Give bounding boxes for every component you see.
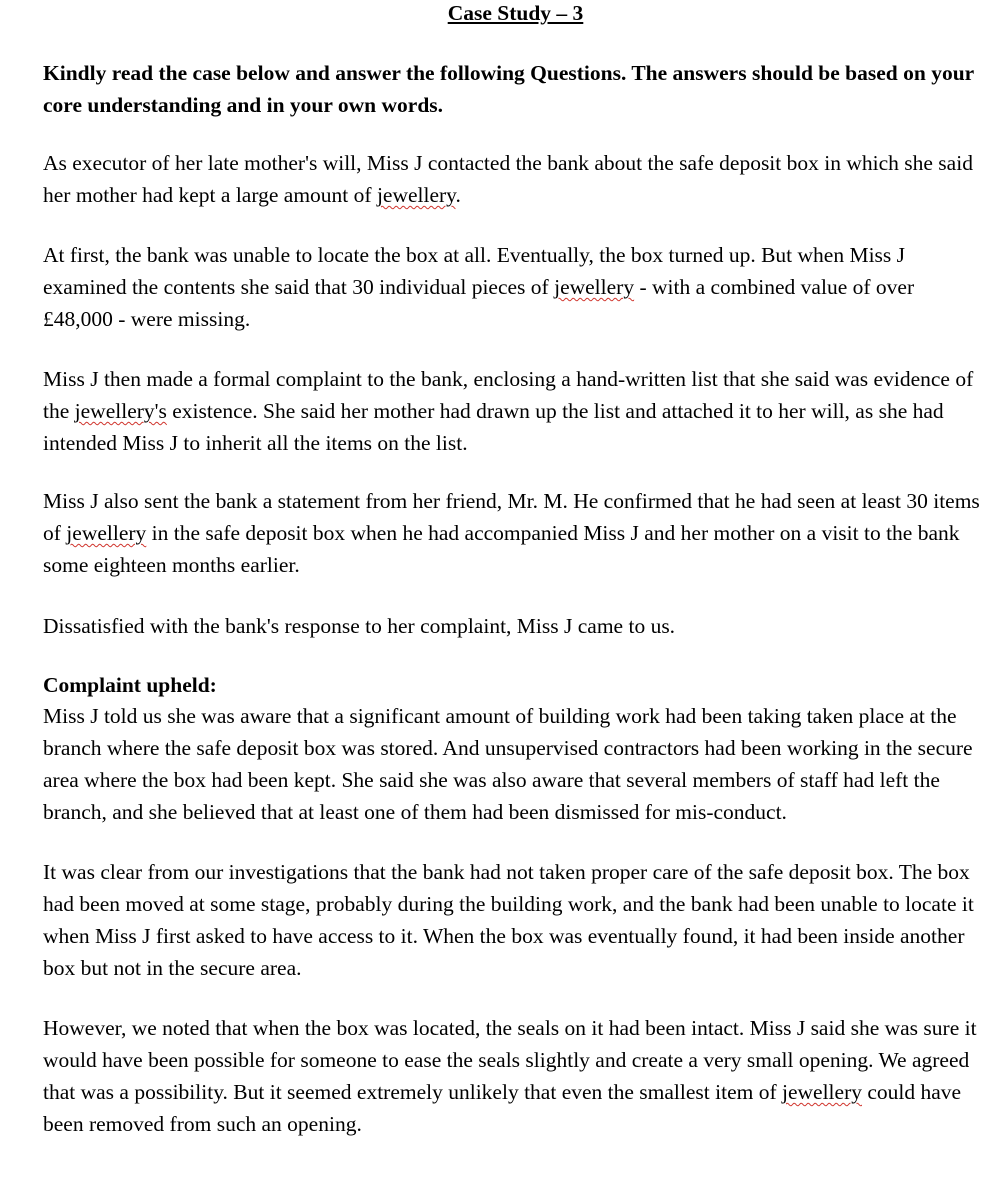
paragraph-2-text-b: - with a combined value of over £48,000 - were missing. [43,275,915,331]
paragraph-8 [43,1012,988,1140]
paragraph-4-text-b: in the safe deposit box when he had accompanied Miss J and her mother on a visit to the bank some eighteen months earlier. [43,521,960,577]
paragraph-3-text-a: Miss J then made a formal complaint to the bank, enclosing a hand-written list that she said was evidence of the [43,367,974,423]
section-heading: Complaint upheld: [43,673,217,697]
paragraph-3-text-b: existence. She said her mother had drawn up the list and attached it to her will, as she had intended Miss J to inherit all the items on the list. [43,399,944,455]
paragraph-2 [43,239,988,335]
spellcheck-word: jewellery [376,183,456,207]
paragraph-6: Miss J told us she was aware that a significant amount of building work had been taking taken place at the branch where the safe deposit box was stored. And unsupervised contractors had been working in the secure area where the box had been kept. She said she was also aware that several members of staff had left the branch, and she believed that at least one of them had been dismissed for mis-conduct. [43,704,973,824]
spellcheck-word: jewellery [782,1080,862,1104]
paragraph-8-text-a: However, we noted that when the box was located, the seals on it had been intact. Miss J said she was sure it would have been possible for someone to ease the seals slightly and create a very small opening. We agreed that was a possibility. But it seemed extremely unlikely that even the smallest item of [43,1016,977,1104]
spellcheck-word: jewellery [66,521,147,545]
paragraph-1-text-b: . [455,183,461,207]
spellcheck-word: jewellery's [74,399,167,423]
paragraph-4 [43,485,988,581]
paragraph-1 [43,147,988,211]
paragraph-5: Dissatisfied with the bank's response to her complaint, Miss J came to us. [43,614,676,638]
paragraph-1-text-a: As executor of her late mother's will, Miss J contacted the bank about the safe deposit box in which she said her mother had kept a large amount of [43,151,973,207]
paragraph-2-text-a: At first, the bank was unable to locate the box at all. Eventually, the box turned up. But when Miss J examined the contents she said that 30 individual pieces of [43,243,906,299]
paragraph-8-text-b: could have been removed from such an opening. [43,1080,962,1136]
instructions: Kindly read the case below and answer the following Questions. The answers should be based on your core understanding and in your own words. [43,61,974,117]
paragraph-7: It was clear from our investigations that the bank had not taken proper care of the safe deposit box. The box had been moved at some stage, probably during the building work, and the bank had been unable to locate it when Miss J first asked to have access to it. When the box was eventually found, it had been inside another box but not in the secure area. [43,860,974,980]
paragraph-4-text-a: Miss J also sent the bank a statement from her friend, Mr. M. He confirmed that he had seen at least 30 items of [43,489,980,545]
paragraph-3 [43,363,988,459]
document-page [43,0,988,1140]
spellcheck-word: jewellery [554,275,635,299]
page-title: Case Study – 3 [447,1,584,25]
